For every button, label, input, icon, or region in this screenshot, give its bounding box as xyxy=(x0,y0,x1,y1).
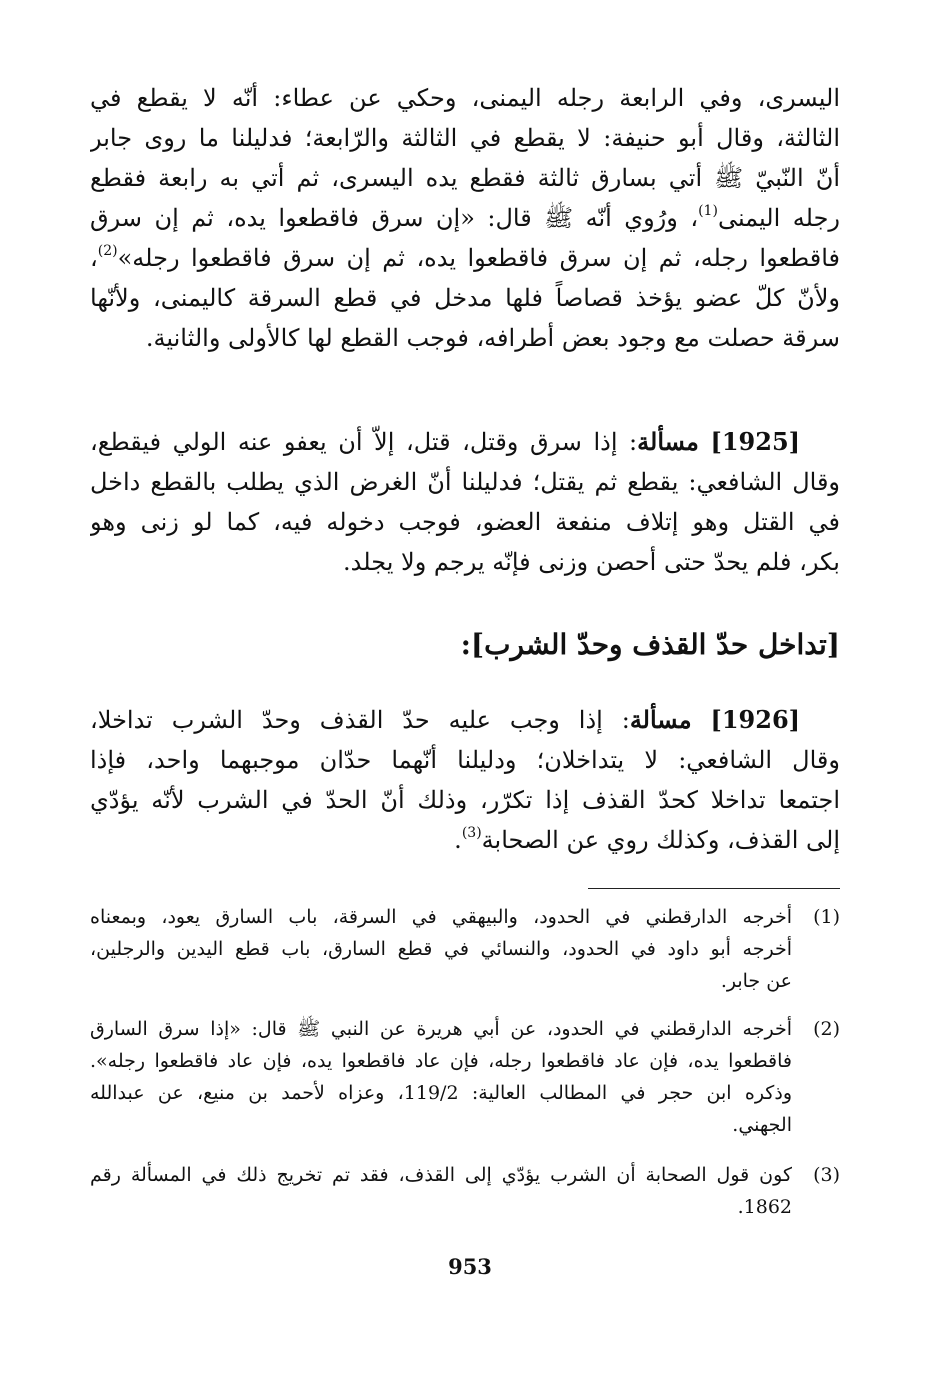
issue-keyword: مسألة xyxy=(637,427,699,456)
footnote-ref-1[interactable]: (1) xyxy=(698,203,718,219)
footnote-line: أخرجه الدارقطني في الحدود، والبيهقي في السرقة، باب السارق يعود، وبمعناه xyxy=(90,906,792,928)
text-fragment: : إذا سرق وقتل، قتل، إلاّ أن يعفو عنه الولي فيقطع، xyxy=(90,428,638,456)
text-line: وقال الشافعي: لا يتداخلان؛ ودليلنا أنّهما حدّان موجبهما واحد، فإذا xyxy=(90,746,840,774)
issue-keyword: مسألة xyxy=(629,705,692,734)
text-fragment: فاقطعوا رجله، ثم إن سرق فاقطعوا يده، ثم إن سرق فاقطعوا رجله» xyxy=(117,244,840,272)
text-fragment: ، ورُوي أنّه ﷺ قال: «إن سرق فاقطعوا يده، ثم إن سرق xyxy=(90,204,699,232)
text-fragment: رجله اليمنى xyxy=(717,204,840,232)
footnote-line: 1862. xyxy=(737,1196,792,1218)
footnote-line: أخرجه الدارقطني في الحدود، عن أبي هريرة عن النبي ﷺ قال: «إذا سرق السارق xyxy=(90,1018,792,1040)
footnote-line: فاقطعوا يده، فإن عاد فاقطعوا رجله، فإن عاد فاقطعوا يده، فإن عاد فاقطعوا رجله». xyxy=(90,1050,792,1072)
text-line xyxy=(90,238,840,278)
footnote-marker: (2) xyxy=(813,1018,840,1040)
text-line: ولأنّ كلّ عضو يؤخذ قصاصاً فلها مدخل في قطع السرقة كاليمنى، ولأنّها xyxy=(90,284,840,312)
text-fragment: إلى القذف، وكذلك روي عن الصحابة xyxy=(481,826,840,854)
footnote-marker: (3) xyxy=(813,1164,840,1186)
footnote-line: كون قول الصحابة أن الشرب يؤدّي إلى القذف، فقد تم تخريج ذلك في المسألة رقم xyxy=(90,1164,792,1186)
footnote-ref-3[interactable]: (3) xyxy=(461,825,482,841)
footnote-marker: (1) xyxy=(813,906,840,928)
text-line xyxy=(90,700,840,740)
text-line: الثالثة، وقال أبو حنيفة: لا يقطع في الثالثة والرّابعة؛ فدليلنا ما روى جابر xyxy=(90,124,840,152)
footnote-line: عن جابر. xyxy=(720,970,792,992)
footnote-line: وذكره ابن حجر في المطالب العالية: 119/2، وعزاه لأحمد بن منيع، عن عبدالله xyxy=(90,1082,792,1104)
issue-number: [1925] xyxy=(710,427,800,456)
text-line xyxy=(90,422,840,462)
footnote-line: الجهني. xyxy=(732,1114,792,1136)
text-fragment: ، xyxy=(90,244,98,272)
text-line: أنّ النّبيّ ﷺ أتي بسارق ثالثة فقطع يده اليسرى، ثم أتي به رابعة فقطع xyxy=(90,164,840,192)
section-heading: [تداخل حدّ القذف وحدّ الشرب]: xyxy=(460,628,840,661)
footnote-line: أخرجه أبو داود في الحدود، والنسائي في قطع السارق، باب قطع اليدين والرجلين، xyxy=(90,938,792,960)
text-line xyxy=(90,820,840,860)
text-line: سرقة حصلت مع وجود بعض أطرافه، فوجب القطع لها كالأولى والثانية. xyxy=(145,324,840,352)
text-line: اليسرى، وفي الرابعة رجله اليمنى، وحكي عن عطاء: أنّه لا يقطع في xyxy=(90,84,840,112)
text-line xyxy=(90,198,840,238)
issue-number: [1926] xyxy=(710,705,800,734)
footnote-separator xyxy=(588,888,840,889)
text-line: وقال الشافعي: يقطع ثم يقتل؛ فدليلنا أنّ الغرض الذي يطلب بالقطع داخل xyxy=(90,468,840,496)
text-line: بكر، فلم يحدّ حتى أحصن وزنى فإنّه يرجم ولا يجلد. xyxy=(343,548,840,576)
text-line: اجتمعا تداخلا كحدّ القذف إذا تكرّر، وذلك أنّ الحدّ في الشرب لأنّه يؤدّي xyxy=(90,786,840,814)
text-line: في القتل وهو إتلاف منفعة العضو، فوجب دخوله فيه، كما لو زنى وهو xyxy=(90,508,840,536)
footnote-ref-2[interactable]: (2) xyxy=(97,243,118,259)
page-number: 953 xyxy=(448,1254,492,1279)
text-fragment: . xyxy=(454,826,462,854)
text-fragment: : إذا وجب عليه حدّ القذف وحدّ الشرب تداخلا، xyxy=(90,706,630,734)
